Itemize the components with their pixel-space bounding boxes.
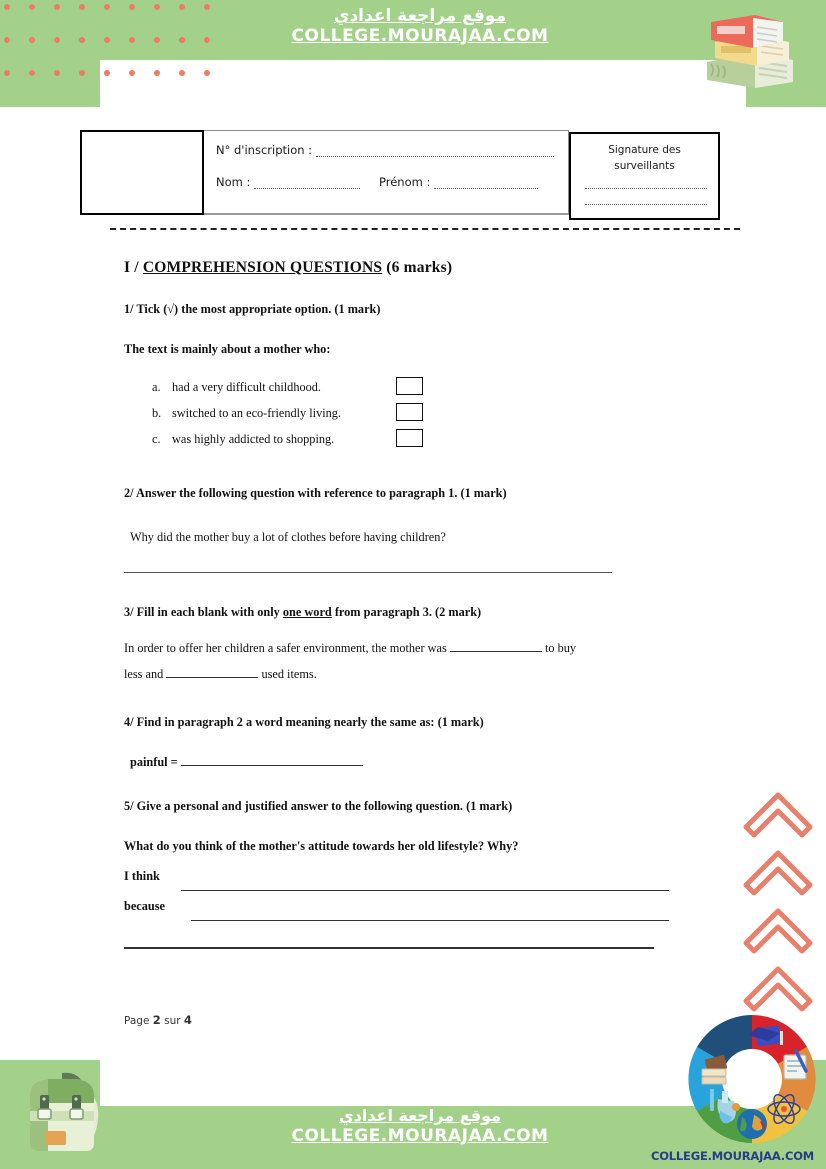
question-4-prompt <box>124 713 669 731</box>
question-3-marks: (2 mark) <box>435 605 482 619</box>
question-4-answer-row <box>124 753 669 771</box>
question-3-text-after: from paragraph 3. <box>334 605 432 619</box>
nom-dotted-line[interactable] <box>254 179 360 189</box>
question-5-answer-line-1[interactable] <box>181 890 669 891</box>
option-a-text: had a very difficult childhood. <box>172 380 322 394</box>
education-wheel-logo-icon <box>684 1011 820 1147</box>
question-2-number: 2/ <box>124 486 134 500</box>
option-b-letter: b. <box>152 406 162 420</box>
signature-blank-line-2[interactable] <box>585 204 707 205</box>
question-3-text-before: Fill in each blank with only <box>136 605 280 619</box>
question-2-prompt <box>124 484 669 502</box>
question-2-marks: (1 mark) <box>460 486 507 500</box>
question-2-text: Answer the following question with reference to paragraph 1. <box>135 486 458 500</box>
question-3-number: 3/ <box>124 605 134 619</box>
question-5-stem: What do you think of the mother's attitude towards her old lifestyle? Why? <box>124 839 519 853</box>
dashed-separator <box>110 228 740 230</box>
question-3-part2: to buy <box>544 641 577 655</box>
question-3-blank-2[interactable] <box>166 665 258 678</box>
site-branding-header <box>280 6 560 46</box>
question-4-word: painful = <box>130 755 178 769</box>
question-4-blank[interactable] <box>181 753 363 766</box>
chevron-up-icon <box>730 785 826 1015</box>
page-prefix: Page <box>124 1015 150 1027</box>
site-url-header: COLLEGE.MOURAJAA.COM <box>291 26 549 46</box>
watermark-url: COLLEGE.MOURAJAA.COM <box>650 1149 815 1163</box>
page-number <box>124 1013 192 1027</box>
prenom-label: Prénom : <box>379 175 431 189</box>
question-5-marks: (1 mark) <box>466 799 513 813</box>
question-1-prompt <box>124 300 669 318</box>
section-marks: (6 marks) <box>386 259 453 276</box>
question-2-stem: Why did the mother buy a lot of clothes before having children? <box>130 530 446 544</box>
question-1-options <box>124 380 669 458</box>
question-3-body-line2 <box>124 665 669 683</box>
exam-header-blank-cell <box>80 130 204 215</box>
signature-cell <box>569 132 720 220</box>
question-5-number: 5/ <box>124 799 134 813</box>
option-a-letter: a. <box>152 380 161 394</box>
question-3-emphasis: one word <box>282 605 332 619</box>
signature-title <box>571 142 718 174</box>
footer-url: COLLEGE.MOURAJAA.COM <box>291 1126 549 1146</box>
section-title-text: COMPREHENSION QUESTIONS <box>142 259 383 276</box>
option-a-checkbox[interactable] <box>396 377 423 395</box>
signature-blank-line-1[interactable] <box>585 188 707 189</box>
page-current: 2 <box>152 1013 161 1027</box>
page-middle: sur <box>164 1015 181 1027</box>
question-4-marks: (1 mark) <box>437 715 484 729</box>
nom-label: Nom : <box>216 175 251 189</box>
question-1-text: Tick (√) the most appropriate option. <box>136 302 332 316</box>
question-5-answer-line-3[interactable] <box>124 947 654 949</box>
question-5-answer-row-2[interactable] <box>124 899 669 929</box>
section-title <box>124 258 669 278</box>
prenom-field[interactable] <box>379 175 538 189</box>
option-b-checkbox[interactable] <box>396 403 423 421</box>
question-1-marks: (1 mark) <box>334 302 381 316</box>
option-c-checkbox[interactable] <box>396 429 423 447</box>
answer-tag-because: because <box>124 899 165 913</box>
inscription-dotted-line[interactable] <box>316 147 554 157</box>
question-5-answer-line-2[interactable] <box>191 920 669 921</box>
signature-line1: Signature des <box>608 144 681 156</box>
site-arabic-title: موقع مراجعة اعدادي <box>333 6 507 26</box>
question-3-part4: used items. <box>261 667 317 681</box>
inscription-field[interactable] <box>216 143 554 157</box>
question-3-part3: less and <box>124 667 164 681</box>
question-4-number: 4/ <box>124 715 134 729</box>
exam-content <box>124 258 669 949</box>
question-4-text: Find in paragraph 2 a word meaning nearly the same as: <box>136 715 435 729</box>
answer-tag-i-think: I think <box>124 869 160 883</box>
exam-header-box <box>80 130 720 215</box>
top-left-green-block <box>0 60 100 107</box>
question-3-blank-1[interactable] <box>450 639 542 652</box>
option-c-letter: c. <box>152 432 161 446</box>
backpack-icon <box>14 1059 110 1159</box>
question-1-stem: The text is mainly about a mother who: <box>124 342 331 356</box>
nom-field[interactable] <box>216 175 360 189</box>
question-1-number: 1/ <box>124 302 134 316</box>
book-stack-icon <box>697 10 803 92</box>
candidate-info-cell <box>204 130 569 215</box>
page-total: 4 <box>183 1013 192 1027</box>
question-5-text: Give a personal and justified answer to the following question. <box>136 799 464 813</box>
question-3-body-line1 <box>124 639 669 657</box>
section-numeral: I / <box>124 259 139 276</box>
question-3-part1: In order to offer her children a safer environment, the mother was <box>124 641 447 655</box>
question-5-answer-row-1[interactable] <box>124 869 669 899</box>
header-tab-right <box>608 0 698 47</box>
option-c[interactable] <box>124 432 669 458</box>
option-b-text: switched to an eco-friendly living. <box>172 406 342 420</box>
site-branding-footer <box>280 1105 560 1147</box>
question-5-prompt <box>124 797 669 815</box>
option-c-text: was highly addicted to shopping. <box>172 432 335 446</box>
signature-line2: surveillants <box>614 160 675 172</box>
inscription-label: N° d'inscription : <box>216 143 313 157</box>
prenom-dotted-line[interactable] <box>434 179 538 189</box>
question-3-prompt <box>124 603 669 621</box>
footer-arabic-title: موقع مراجعة اعدادي <box>338 1106 502 1125</box>
